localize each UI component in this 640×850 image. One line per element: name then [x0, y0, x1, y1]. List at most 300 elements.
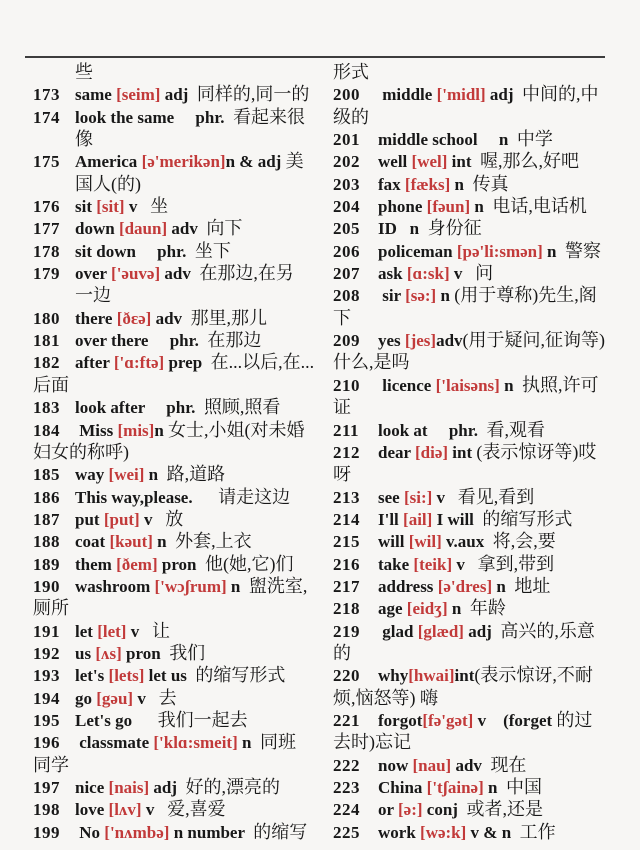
chinese-gloss: 让: [151, 620, 170, 641]
english-text: over: [75, 264, 112, 284]
chinese-gloss: 去时)忘记: [333, 732, 411, 753]
phonetic-transcription: [sit]: [96, 197, 125, 217]
vocab-continuation-line: [33, 374, 329, 396]
entry-number: 221: [333, 710, 360, 730]
entry-number: 177: [33, 219, 60, 239]
vocab-column-right: [333, 61, 633, 843]
english-text: n: [152, 532, 176, 552]
vocab-column-left: [33, 61, 329, 843]
english-text: v: [432, 487, 458, 507]
entry-number: 213: [333, 487, 360, 507]
phonetic-transcription: [glæd]: [417, 621, 464, 641]
phonetic-transcription: [wil]: [408, 532, 442, 552]
vocab-entry-line: [333, 83, 633, 105]
english-text: phone: [378, 197, 427, 217]
entry-text: [75, 798, 226, 822]
phonetic-transcription: [jes]: [404, 331, 437, 351]
entry-number: 197: [33, 778, 60, 797]
chinese-gloss: 呀: [333, 464, 351, 485]
vocab-continuation-line: [333, 61, 633, 83]
english-text: look the same phr.: [75, 107, 234, 127]
chinese-gloss: 在那边: [207, 330, 262, 351]
entry-text: [378, 575, 550, 599]
vocab-continuation-line: [33, 61, 329, 83]
chinese-gloss: 后面: [33, 374, 69, 395]
english-text: look at phr.: [378, 420, 487, 440]
english-text: adj: [485, 85, 523, 105]
vocab-continuation-line: [333, 463, 633, 485]
chinese-gloss: 身份征: [427, 218, 482, 239]
vocab-entry-line: [333, 150, 633, 172]
chinese-gloss: 同样的,同一的: [196, 84, 310, 105]
vocab-continuation-line: [333, 731, 633, 753]
english-text: policeman: [378, 241, 457, 261]
entry-text: [33, 61, 93, 85]
entry-number: 173: [33, 85, 60, 105]
entry-number: 176: [33, 197, 60, 217]
vocab-entry-line: [333, 419, 633, 441]
phonetic-transcription: ['wɔʃrum]: [154, 576, 227, 596]
phonetic-transcription: [eidʒ]: [406, 599, 448, 619]
chinese-gloss: (用于疑问,征询等): [462, 330, 606, 351]
entry-text: [378, 620, 595, 644]
entry-text: [378, 821, 556, 845]
chinese-gloss: 同学: [33, 754, 69, 775]
english-text: v & n: [466, 822, 520, 842]
chinese-gloss: 现在: [490, 754, 527, 775]
chinese-gloss: 请走这边: [218, 486, 291, 507]
phonetic-transcription: [diə]: [415, 442, 449, 462]
vocab-continuation-line: [33, 128, 329, 150]
entry-text: [75, 106, 305, 130]
chinese-gloss: 地址: [514, 575, 551, 596]
english-text: let's: [75, 666, 109, 686]
entry-text: [75, 731, 296, 755]
vocab-entry-line: [333, 486, 633, 508]
vocab-entry-line: [333, 329, 633, 351]
entry-text: [378, 553, 554, 577]
english-text: n: [542, 241, 566, 261]
english-text: I'll: [378, 509, 404, 529]
english-text: No: [75, 822, 105, 842]
entry-number: 183: [33, 398, 60, 418]
vocab-entry-line: [33, 83, 329, 105]
entry-text: [333, 307, 351, 331]
entry-number: 210: [333, 375, 360, 395]
chinese-gloss: 电话,电话机: [492, 196, 587, 217]
vocab-entry-line: [33, 463, 329, 485]
chinese-gloss: 看,观看: [486, 419, 545, 440]
english-text: adj: [463, 621, 501, 641]
english-text: n & adj: [225, 152, 286, 172]
chinese-gloss: 坐下: [194, 240, 231, 261]
entry-text: [75, 530, 252, 554]
phonetic-transcription: [nau]: [412, 755, 452, 775]
vocab-entry-line: [333, 597, 633, 619]
vocab-entry-line: [33, 150, 329, 172]
entry-text: [75, 83, 309, 107]
english-text: sir: [378, 286, 406, 306]
entry-text: [75, 351, 314, 375]
english-text: n: [492, 576, 515, 596]
chinese-gloss: 喔,那么,好吧: [480, 151, 579, 172]
entry-number: 198: [33, 800, 60, 820]
english-text: v: [452, 554, 478, 574]
entry-text: [333, 642, 351, 666]
vocab-entry-line: [33, 776, 329, 798]
vocab-continuation-line: [33, 754, 329, 776]
vocab-entry-line: [333, 620, 633, 642]
chinese-gloss: 向下: [206, 218, 243, 239]
entry-text: [75, 463, 225, 487]
chinese-gloss: 中国: [505, 777, 542, 797]
english-text: or: [378, 800, 398, 820]
chinese-gloss: 什么,是吗: [333, 352, 410, 373]
chinese-gloss: 的缩写: [253, 821, 308, 842]
entry-number: 223: [333, 778, 360, 797]
entry-text: [75, 262, 294, 286]
chinese-gloss: (表示惊讶,不耐: [474, 665, 593, 686]
chinese-gloss: 在那边,在另: [199, 263, 294, 284]
vocab-entry-line: [33, 709, 329, 731]
english-text: address: [378, 576, 438, 596]
vocab-entry-line: [33, 687, 329, 709]
entry-number: 185: [33, 465, 60, 485]
entry-text: [378, 195, 587, 219]
vocab-continuation-line: [33, 173, 329, 195]
vocab-entry-line: [33, 508, 329, 530]
english-text: int: [447, 152, 480, 172]
english-text: adj: [149, 778, 186, 797]
english-text: same: [75, 85, 117, 105]
entry-number: 220: [333, 666, 360, 686]
vocab-entry-line: [33, 575, 329, 597]
phonetic-transcription: [wei]: [108, 465, 145, 485]
english-text: n: [483, 778, 506, 797]
chinese-gloss: 爱,喜爱: [167, 799, 226, 820]
entry-text: [378, 486, 534, 510]
english-text: look after phr.: [75, 398, 204, 418]
vocab-entry-line: [33, 530, 329, 552]
entry-text: [378, 709, 592, 733]
vocab-entry-line: [33, 307, 329, 329]
english-text: n: [436, 286, 455, 306]
entry-number: 187: [33, 509, 60, 529]
english-text: licence: [378, 375, 436, 395]
chinese-gloss: 年龄: [469, 598, 506, 619]
entry-text: [378, 217, 482, 241]
entry-text: [75, 217, 242, 241]
vocab-entry-line: [333, 240, 633, 262]
entry-text: [33, 597, 69, 621]
phonetic-transcription: [put]: [103, 509, 140, 529]
vocab-entry-line: [333, 284, 633, 306]
english-text: conj: [422, 800, 467, 820]
entry-text: [75, 821, 307, 845]
entry-number: 222: [333, 755, 360, 775]
vocab-entry-line: [33, 798, 329, 820]
entry-number: 195: [33, 710, 60, 730]
phonetic-transcription: [kəut]: [109, 532, 153, 552]
phonetic-transcription: [ɑ:sk]: [406, 264, 450, 284]
english-text: adv: [436, 331, 463, 351]
chinese-gloss: 我们一起去: [157, 709, 248, 730]
phonetic-transcription: [lʌv]: [108, 800, 142, 820]
entry-text: [75, 709, 248, 733]
phonetic-transcription: ['nʌmbə]: [104, 822, 170, 842]
english-text: int: [448, 442, 477, 462]
english-text: n number: [169, 822, 254, 842]
english-text: adv: [451, 755, 491, 775]
entry-text: [33, 173, 141, 197]
vocab-entry-line: [333, 798, 633, 820]
phonetic-transcription: [gəu]: [96, 688, 134, 708]
vocab-continuation-line: [333, 396, 633, 418]
english-text: take: [378, 554, 414, 574]
entry-number: 207: [333, 264, 360, 284]
english-text: prep: [164, 353, 211, 373]
english-text: v: [126, 621, 152, 641]
entry-text: [378, 262, 493, 286]
vocab-entry-line: [33, 486, 329, 508]
entry-text: [333, 351, 410, 375]
entry-text: [378, 173, 508, 197]
vocab-entry-line: [333, 173, 633, 195]
phonetic-transcription: [hwai]: [408, 666, 455, 686]
chinese-gloss: 我们: [169, 642, 206, 663]
chinese-gloss: 形式: [333, 62, 369, 82]
entry-text: [33, 284, 111, 308]
vocab-continuation-line: [333, 307, 633, 329]
entry-number: 193: [33, 666, 60, 686]
chinese-gloss: 国人(的): [75, 173, 141, 194]
vocab-continuation-line: [33, 441, 329, 463]
entry-text: [378, 329, 605, 353]
english-text: after: [75, 353, 114, 373]
entry-text: [333, 106, 369, 130]
entry-number: 192: [33, 643, 60, 663]
entry-text: [378, 754, 526, 778]
chinese-gloss: 的缩写形式: [195, 665, 286, 686]
entry-number: 181: [33, 331, 60, 351]
phonetic-transcription: ['midl]: [436, 85, 486, 105]
chinese-gloss: 同班: [259, 732, 296, 753]
entry-text: [75, 329, 261, 353]
english-text: over there phr.: [75, 331, 208, 351]
entry-text: [378, 441, 596, 465]
phonetic-transcription: [fæks]: [404, 174, 451, 194]
phonetic-transcription: [ə'dres]: [437, 576, 493, 596]
english-text: n: [447, 599, 470, 619]
english-text: int: [454, 666, 475, 686]
entry-text: [75, 396, 280, 420]
top-horizontal-rule: [25, 56, 605, 58]
entry-number: 191: [33, 621, 60, 641]
chinese-gloss: 在...以后,在...: [210, 352, 315, 373]
entry-text: [333, 463, 351, 487]
english-text: why: [378, 666, 409, 686]
entry-text: [75, 776, 280, 800]
vocab-entry-line: [33, 262, 329, 284]
phonetic-transcription: ['klɑ:smeit]: [153, 733, 238, 753]
entry-text: [378, 150, 579, 174]
vocab-entry-line: [333, 664, 633, 686]
chinese-gloss: 妇女的称呼): [33, 441, 129, 462]
chinese-gloss: 美: [285, 151, 304, 172]
entry-number: 224: [333, 800, 360, 820]
chinese-gloss: 外套,上衣: [175, 531, 252, 552]
phonetic-transcription: [wel]: [411, 152, 448, 172]
english-text: n: [499, 375, 523, 395]
phonetic-transcription: [mis]: [117, 420, 155, 440]
entry-text: [333, 61, 369, 85]
english-text: I will: [432, 509, 483, 529]
entry-number: 201: [333, 130, 360, 150]
entry-text: [33, 374, 69, 398]
vocab-continuation-line: [333, 106, 633, 128]
phonetic-transcription: [ðem]: [116, 554, 158, 574]
vocab-continuation-line: [333, 687, 633, 709]
entry-number: 186: [33, 487, 60, 507]
phonetic-transcription: ['tʃainə]: [426, 778, 484, 797]
entry-text: [75, 240, 231, 264]
entry-text: [75, 486, 290, 510]
entry-number: 175: [33, 152, 60, 172]
entry-text: [378, 128, 553, 152]
english-text: ask: [378, 264, 407, 284]
vocab-entry-line: [33, 419, 329, 441]
chinese-gloss: 下: [333, 307, 351, 328]
chinese-gloss: 拿到,带到: [477, 553, 555, 574]
vocab-entry-line: [33, 664, 329, 686]
english-text: well: [378, 152, 412, 172]
vocab-entry-line: [333, 530, 633, 552]
english-text: n: [237, 733, 260, 753]
entry-text: [378, 798, 543, 822]
entry-number: 215: [333, 532, 360, 552]
entry-number: 219: [333, 621, 360, 641]
entry-text: [333, 687, 438, 711]
vocab-entry-line: [333, 821, 633, 843]
phonetic-transcription: [ə'merikən]: [141, 152, 226, 172]
entry-text: [378, 597, 506, 621]
english-text: down: [75, 219, 119, 239]
entry-text: [378, 530, 556, 554]
chinese-gloss: 路,道路: [166, 464, 226, 485]
english-text: fax: [378, 174, 405, 194]
english-text: n: [470, 197, 493, 217]
phonetic-transcription: [nais]: [108, 778, 150, 797]
english-text: age: [378, 599, 407, 619]
chinese-gloss: 中间的,中: [522, 84, 599, 105]
vocab-entry-line: [333, 217, 633, 239]
entry-text: [378, 664, 593, 688]
vocab-entry-line: [333, 776, 633, 798]
entry-text: [75, 150, 304, 174]
phonetic-transcription: [lets]: [108, 666, 145, 686]
vocab-entry-line: [333, 754, 633, 776]
vocab-entry-line: [333, 508, 633, 530]
phonetic-transcription: ['əuvə]: [111, 264, 161, 284]
vocab-entry-line: [333, 262, 633, 284]
english-text: n: [154, 420, 169, 440]
english-text: pron: [157, 554, 206, 574]
english-text: them: [75, 554, 117, 574]
english-text: let us: [144, 666, 196, 686]
chinese-gloss: 警察: [565, 240, 602, 261]
phonetic-transcription: [ðɛə]: [116, 308, 152, 328]
english-text: there: [75, 308, 117, 328]
english-text: n: [144, 465, 167, 485]
entry-number: 217: [333, 576, 360, 596]
vocab-continuation-line: [33, 597, 329, 619]
english-text: n: [226, 576, 249, 596]
english-text: classmate: [75, 733, 154, 753]
english-text: middle: [378, 85, 437, 105]
english-text: China: [378, 778, 427, 797]
phonetic-transcription: [fəun]: [426, 197, 471, 217]
vocab-entry-line: [33, 217, 329, 239]
english-text: work: [378, 822, 421, 842]
vocab-entry-line: [333, 553, 633, 575]
entry-text: [378, 508, 572, 532]
entry-text: [378, 419, 545, 443]
entry-number: 214: [333, 509, 360, 529]
chinese-gloss: 放: [165, 508, 184, 529]
english-text: Miss: [75, 420, 118, 440]
vocab-entry-line: [333, 575, 633, 597]
vocab-continuation-line: [333, 351, 633, 373]
entry-number: 216: [333, 554, 360, 574]
chinese-gloss: 那里,那儿: [190, 307, 268, 328]
phonetic-transcription: [si:]: [403, 487, 433, 507]
chinese-gloss: 的缩写形式: [482, 508, 573, 529]
vocab-continuation-line: [333, 642, 633, 664]
chinese-gloss: 工作: [519, 821, 556, 842]
vocab-entry-line: [33, 821, 329, 843]
entry-text: [75, 553, 294, 577]
entry-text: [333, 396, 351, 420]
english-text: This way,please.: [75, 487, 219, 507]
entry-text: [33, 754, 69, 778]
vocab-entry-line: [333, 195, 633, 217]
vocab-entry-line: [33, 351, 329, 373]
vocab-entry-line: [333, 441, 633, 463]
chinese-gloss: 级的: [333, 106, 369, 127]
phonetic-transcription: [ail]: [403, 509, 433, 529]
phonetic-transcription: [fə'gət]: [422, 710, 474, 730]
english-text: love: [75, 800, 109, 820]
english-text: washroom: [75, 576, 155, 596]
phonetic-transcription: [pə'li:smən]: [456, 241, 543, 261]
chinese-gloss: 些: [75, 62, 93, 82]
entry-number: 204: [333, 197, 360, 217]
english-text: sit down phr.: [75, 241, 195, 261]
english-text: put: [75, 509, 104, 529]
english-text: v: [139, 509, 166, 529]
chinese-gloss: 看见,看到: [457, 486, 535, 507]
chinese-gloss: 或者,还是: [466, 799, 543, 820]
entry-number: 194: [33, 688, 60, 708]
entry-number: 208: [333, 286, 360, 306]
english-text: ID n: [378, 219, 428, 239]
phonetic-transcription: [teik]: [413, 554, 453, 574]
english-text: v.aux: [441, 532, 493, 552]
entry-text: [75, 664, 285, 688]
english-text: v (forget: [473, 710, 557, 730]
english-text: pron: [121, 643, 170, 663]
entry-number: 199: [33, 822, 60, 842]
